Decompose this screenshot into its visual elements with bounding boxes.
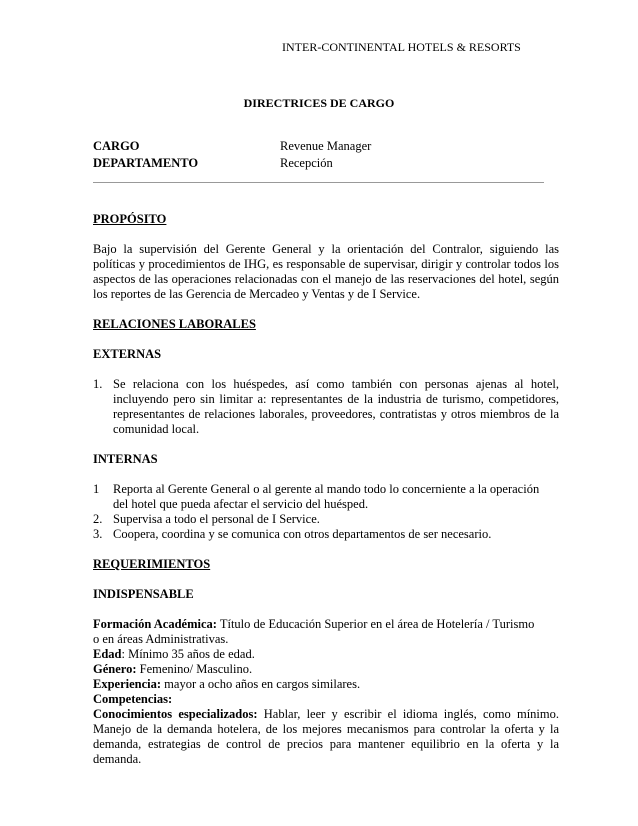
divider xyxy=(93,182,544,183)
genero-line xyxy=(93,662,559,677)
list-item xyxy=(93,527,559,542)
experiencia-text: mayor a ocho años en cargos similares. xyxy=(161,677,361,691)
genero-text: Femenino/ Masculino. xyxy=(136,662,253,676)
formacion-label: Formación Académica: xyxy=(93,617,217,631)
list-number: 3. xyxy=(93,527,103,541)
conocimientos-text: Hablar, leer y escribir el idioma inglés, como mínimo. Manejo de la demanda hotelera, de los mejores mecanismos para controlar la oferta y la demanda, estrategias de control de precios para mantener equilibrio en la oferta y la demanda. xyxy=(93,707,559,766)
list-text: Reporta al Gerente General o al gerente al mando todo lo concerniente a la operación del hotel que pueda afectar el servicio del huésped. xyxy=(113,482,540,511)
list-text: Supervisa a todo el personal de I Service. xyxy=(113,512,320,526)
competencias-label: Competencias: xyxy=(93,692,173,706)
field-label: DEPARTAMENTO xyxy=(93,156,199,170)
edad-line xyxy=(93,647,559,662)
list-number: 1 xyxy=(93,482,100,496)
section-heading-relaciones: RELACIONES LABORALES xyxy=(93,317,256,331)
subsection-heading-externas: EXTERNAS xyxy=(93,347,162,361)
document-title: DIRECTRICES DE CARGO xyxy=(243,96,395,110)
subsection-heading-indispensable: INDISPENSABLE xyxy=(93,587,194,601)
list-number: 2. xyxy=(93,512,103,526)
list-text: Se relaciona con los huéspedes, así como también con personas ajenas al hotel, incluyendo pero sin limitar a: representantes de la industria de turismo, competidores, representantes de relaciones laborales, proveedores, contratistas y otros miembros de la comunidad local. xyxy=(113,377,559,436)
edad-label: Edad xyxy=(93,647,122,661)
list-item xyxy=(93,512,559,527)
document-body xyxy=(93,212,559,767)
list-item xyxy=(93,482,559,512)
list-number: 1. xyxy=(93,377,103,391)
genero-label: Género: xyxy=(93,662,137,676)
proposito-text: Bajo la supervisión del Gerente General y la orientación del Contralor, siguiendo las políticas y procedimientos de IHG, es responsable de supervisar, dirigir y controlar todos los aspectos de las operaciones relacionadas con el manejo de las reservaciones del hotel, según los reportes de las Gerencia de Mercadeo y Ventas y de I Service. xyxy=(93,242,559,301)
formacion-line xyxy=(93,617,559,632)
experiencia-label: Experiencia: xyxy=(93,677,162,691)
section-heading-proposito: PROPÓSITO xyxy=(93,212,167,226)
conocimientos-line xyxy=(93,707,559,767)
experiencia-line xyxy=(93,677,559,692)
field-value: Revenue Manager xyxy=(280,139,372,153)
field-value: Recepción xyxy=(280,156,333,170)
list-item xyxy=(93,377,559,437)
list-text: Coopera, coordina y se comunica con otros departamentos de ser necesario. xyxy=(113,527,492,541)
field-label: CARGO xyxy=(93,139,140,153)
formacion-text: Título de Educación Superior en el área de Hotelería / Turismo xyxy=(216,617,535,631)
header-company: INTER-CONTINENTAL HOTELS & RESORTS xyxy=(282,40,521,54)
subsection-heading-internas: INTERNAS xyxy=(93,452,158,466)
section-heading-requerimientos: REQUERIMIENTOS xyxy=(93,557,211,571)
conocimientos-label: Conocimientos especializados: xyxy=(93,707,258,721)
edad-text: : Mínimo 35 años de edad. xyxy=(121,647,255,661)
formacion-line-2: o en áreas Administrativas. xyxy=(93,632,229,646)
